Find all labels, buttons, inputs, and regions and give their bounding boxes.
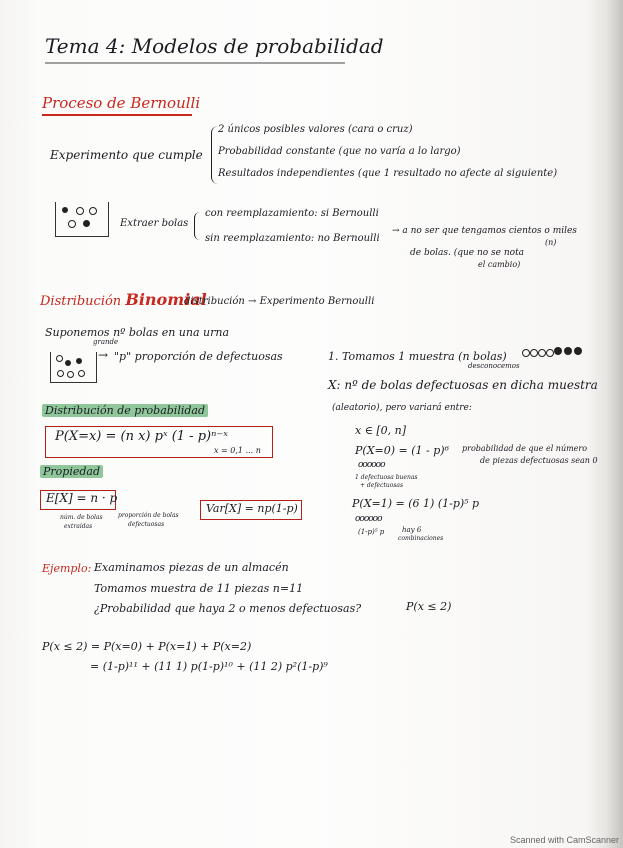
bernoulli-heading: Proceso de Bernoulli [42, 94, 201, 112]
ball-icon [78, 370, 85, 377]
suppose-note: grande [93, 338, 119, 346]
p0-note: de piezas defectuosas sean 0 [480, 456, 598, 465]
x-definition: X: nº de bolas defectuosas en dicha muestra [328, 378, 598, 392]
urn-drawing [55, 202, 109, 237]
replacement-brace [194, 212, 200, 240]
urn-drawing [50, 352, 97, 383]
expectation-formula: E[X] = n · p [46, 491, 118, 505]
ball-icon [57, 370, 64, 377]
p1-formula: P(X=1) = (6 1) (1-p)⁵ p [352, 497, 480, 510]
ball-icon [546, 349, 554, 357]
expectation-note: defectuosas [128, 521, 165, 528]
expectation-note: extraídas [64, 523, 93, 530]
take-sample-note: desconocemos [468, 362, 520, 370]
ball-icon [522, 349, 530, 357]
ball-icon [564, 347, 572, 355]
title-underline [45, 62, 345, 64]
binomial-formula: P(X=x) = (n x) pˣ (1 - p)ⁿ⁻ˣ [55, 429, 228, 444]
example-label: Ejemplo: [42, 562, 92, 575]
dist-heading: Distribución de probabilidad [42, 404, 208, 417]
binomial-heading-suffix: distribución → Experimento Bernoulli [184, 296, 375, 307]
with-replacement: con reemplazamiento: si Bernoulli [205, 208, 379, 219]
example-line: Tomamos muestra de 11 piezas n=11 [94, 582, 304, 595]
binomial-heading [40, 290, 207, 309]
bernoulli-underline [42, 114, 192, 116]
ball-icon [68, 220, 76, 228]
condition-item: Resultados independientes (que 1 resultado no afecte al siguiente) [218, 168, 558, 179]
suppose-text: Suponemos nº bolas en una urna [45, 326, 230, 339]
p-label: "p" proporción de defectuosas [114, 350, 283, 363]
p0-note: probabilidad de que el número [462, 444, 588, 453]
ball-icon [554, 347, 562, 355]
ball-icon [76, 207, 84, 215]
ball-icon [62, 207, 68, 213]
take-sample: 1. Tomamos 1 muestra (n bolas) [328, 350, 507, 363]
conditions-brace [211, 126, 218, 184]
condition-item: Probabilidad constante (que no varía a lo largo) [218, 146, 461, 157]
ball-icon [530, 349, 538, 357]
ball-icon [76, 358, 82, 364]
condition-item: 2 únicos posibles valores (cara o cruz) [218, 124, 413, 135]
ball-icon [65, 360, 71, 366]
x-range: x ∈ [0, n] [355, 424, 406, 437]
p0-formula: P(X=0) = (1 - p)⁶ [355, 444, 449, 457]
p1-balls: oooooo [355, 514, 382, 524]
p-arrow: → [98, 348, 109, 362]
replacement-note: el cambio) [478, 260, 521, 269]
replacement-note: de bolas. (que no se nota [410, 248, 525, 258]
experiment-label: Experimento que cumple [50, 148, 203, 162]
p1-note: combinaciones [398, 535, 444, 542]
without-replacement: sin reemplazamiento: no Bernoulli [205, 233, 380, 244]
ball-icon [574, 347, 582, 355]
variance-formula: Var[X] = np(1-p) [206, 502, 298, 515]
replacement-note-n: (n) [545, 238, 557, 247]
p0-balls-note: 1 defectuosa buenas [355, 474, 418, 481]
binder-edge [605, 0, 623, 848]
example-line-formula: P(x ≤ 2) [406, 600, 452, 613]
replacement-note: → a no ser que tengamos cientos o miles [392, 226, 577, 236]
ball-icon [89, 207, 97, 215]
binomial-heading-prefix: Distribución [40, 294, 126, 309]
sample-balls [522, 346, 592, 358]
example-line: ¿Probabilidad que haya 2 o menos defectuosas? [94, 602, 362, 615]
ball-icon [56, 355, 63, 362]
formula-domain: x = 0,1 ... n [214, 446, 261, 455]
property-heading: Propiedad [40, 465, 103, 478]
p1-balls-note: (1-p)⁵ p [358, 528, 385, 536]
x-definition-2: (aleatorio), pero variará entre: [332, 403, 472, 413]
p0-balls: oooooo [358, 460, 385, 470]
scanner-watermark: Scanned with CamScanner [510, 835, 620, 845]
p0-balls-note: + defectuosas [360, 482, 404, 489]
extract-label: Extraer bolas [120, 218, 189, 229]
ball-icon [67, 371, 74, 378]
page-title: Tema 4: Modelos de probabilidad [45, 34, 384, 58]
example-calc: = (1-p)¹¹ + (11 1) p(1-p)¹⁰ + (11 2) p²(1-p)⁹ [90, 660, 328, 673]
example-line: Examinamos piezas de un almacén [94, 561, 289, 574]
example-calc: P(x ≤ 2) = P(x=0) + P(x=1) + P(x=2) [42, 640, 252, 653]
p1-note: hay 6 [402, 526, 422, 534]
expectation-note: núm. de bolas [60, 514, 103, 521]
ball-icon [83, 220, 90, 227]
ball-icon [538, 349, 546, 357]
expectation-note: proporción de bolas [118, 512, 179, 519]
binomial-heading-main: Binomial [125, 290, 207, 309]
